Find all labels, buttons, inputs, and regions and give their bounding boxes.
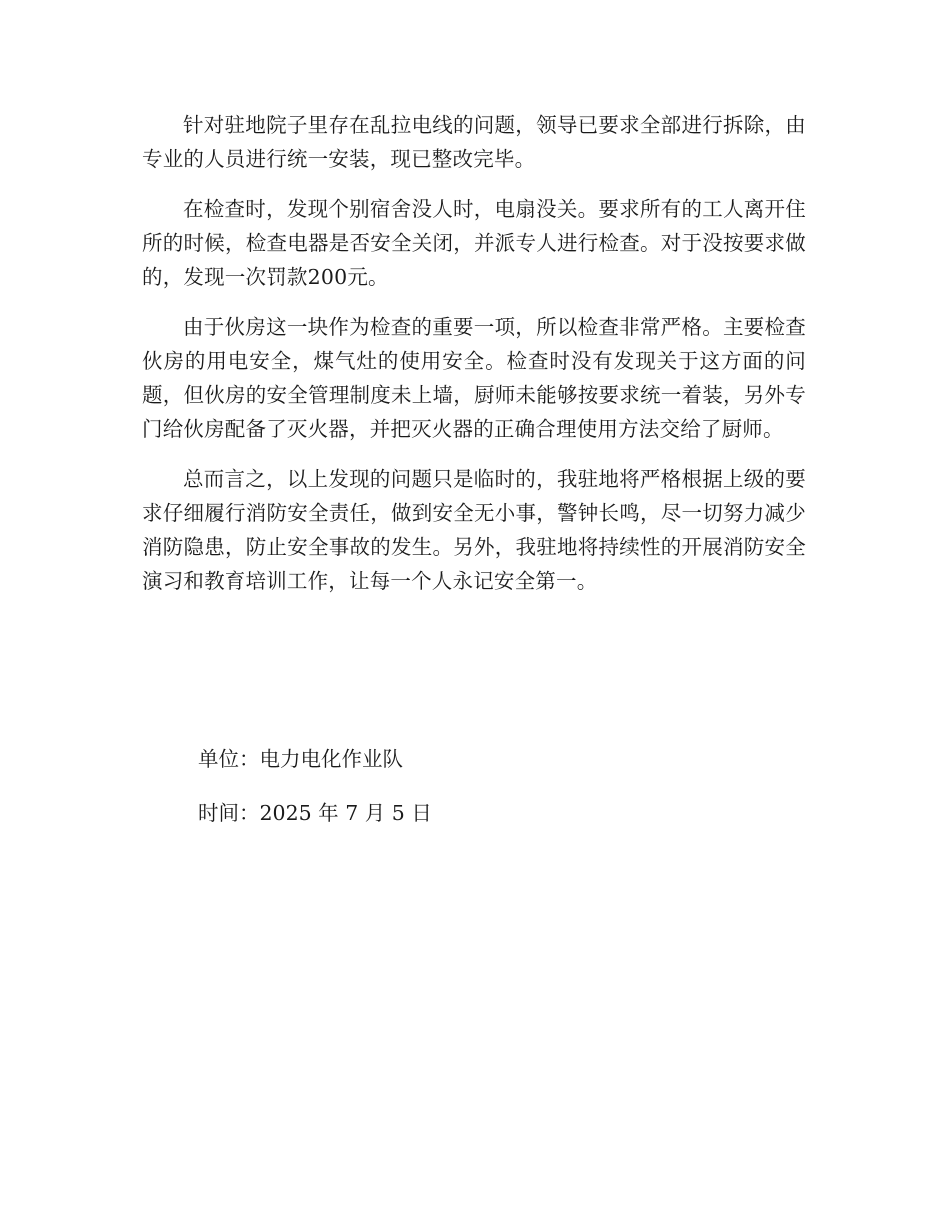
document-body (142, 108, 806, 614)
paragraph-wiring: 针对驻地院子里存在乱拉电线的问题，领导已要求全部进行拆除，由专业的人员进行统一安装，现已整改完毕。 (142, 113, 806, 171)
paragraph-dormitory: 在检查时，发现个别宿舍没人时，电扇没关。要求所有的工人离开住所的时候，检查电器是否安全关闭，并派专人进行检查。对于没按要求做的，发现一次罚款200元。 (142, 197, 806, 289)
paragraph-conclusion: 总而言之，以上发现的问题只是临时的，我驻地将严格根据上级的要求仔细履行消防安全责任，做到安全无小事，警钟长鸣，尽一切努力减少消防隐患，防止安全事故的发生。另外，我驻地将持续性的开展消防安全演习和教育培训工作，让每一个人永记安全第一。 (142, 467, 806, 593)
signature-date: 时间：2025 年 7 月 5 日 (198, 801, 432, 825)
signature-unit: 单位：电力电化作业队 (198, 747, 403, 771)
paragraph-kitchen: 由于伙房这一块作为检查的重要一项，所以检查非常严格。主要检查伙房的用电安全，煤气灶的使用安全。检查时没有发现关于这方面的问题，但伙房的安全管理制度未上墙，厨师未能够按要求统一着装，另外专门给伙房配备了灭火器，并把灭火器的正确合理使用方法交给了厨师。 (142, 315, 806, 441)
